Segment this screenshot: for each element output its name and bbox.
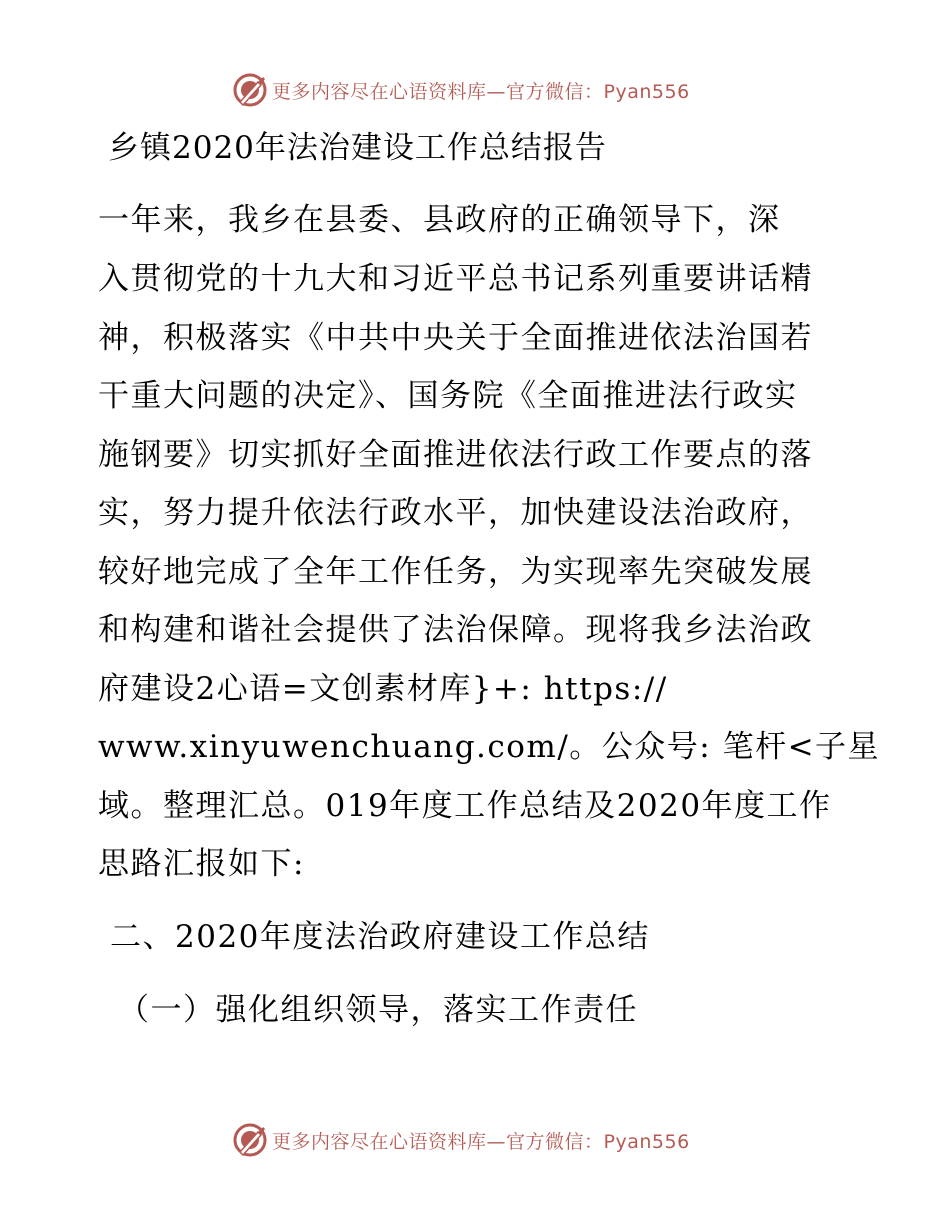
watermark-footer [232, 1120, 690, 1160]
paragraph-line: 干重大问题的决定》、国务院《全面推进法行政实 [98, 378, 798, 414]
paragraph-line: 和构建和谐社会提供了法治保障。现将我乡法治政 [98, 612, 813, 648]
paragraph-line: 一年来，我乡在县委、县政府的正确领导下，深 [98, 202, 781, 238]
paragraph-line: 入贯彻党的十九大和习近平总书记系列重要讲话精 [98, 261, 813, 297]
paragraph-line: 实，努力提升依法行政水平，加快建设法治政府， [98, 495, 813, 531]
watermark-text: 更多内容尽在心语资料库—官方微信：Pyan556 [272, 80, 690, 103]
pen-logo-icon [232, 72, 268, 108]
section-heading: 二、2020年度法治政府建设工作总结 [110, 919, 650, 955]
paragraph-line: 府建设2心语=文创素材库}+: https:// [98, 671, 668, 707]
paragraph-line: 域。整理汇总。019年度工作总结及2020年度工作 [98, 788, 832, 824]
paragraph-line: 思路汇报如下: [98, 846, 305, 882]
paragraph-line: 施钢要》切实抓好全面推进依法行政工作要点的落 [98, 437, 813, 473]
paragraph-line: 神，积极落实《中共中央关于全面推进依法治国若 [98, 320, 813, 356]
document-title: 乡镇2020年法治建设工作总结报告 [108, 130, 607, 166]
paragraph-line: www.xinyuwenchuang.com/。公众号: 笔杆<子星 [98, 729, 881, 765]
subsection-heading: （一）强化组织领导，落实工作责任 [118, 992, 638, 1028]
watermark-header [232, 70, 690, 110]
pen-logo-icon [232, 1122, 268, 1158]
paragraph-line: 较好地完成了全年工作任务，为实现率先突破发展 [98, 554, 813, 590]
watermark-text: 更多内容尽在心语资料库—官方微信：Pyan556 [272, 1130, 690, 1153]
